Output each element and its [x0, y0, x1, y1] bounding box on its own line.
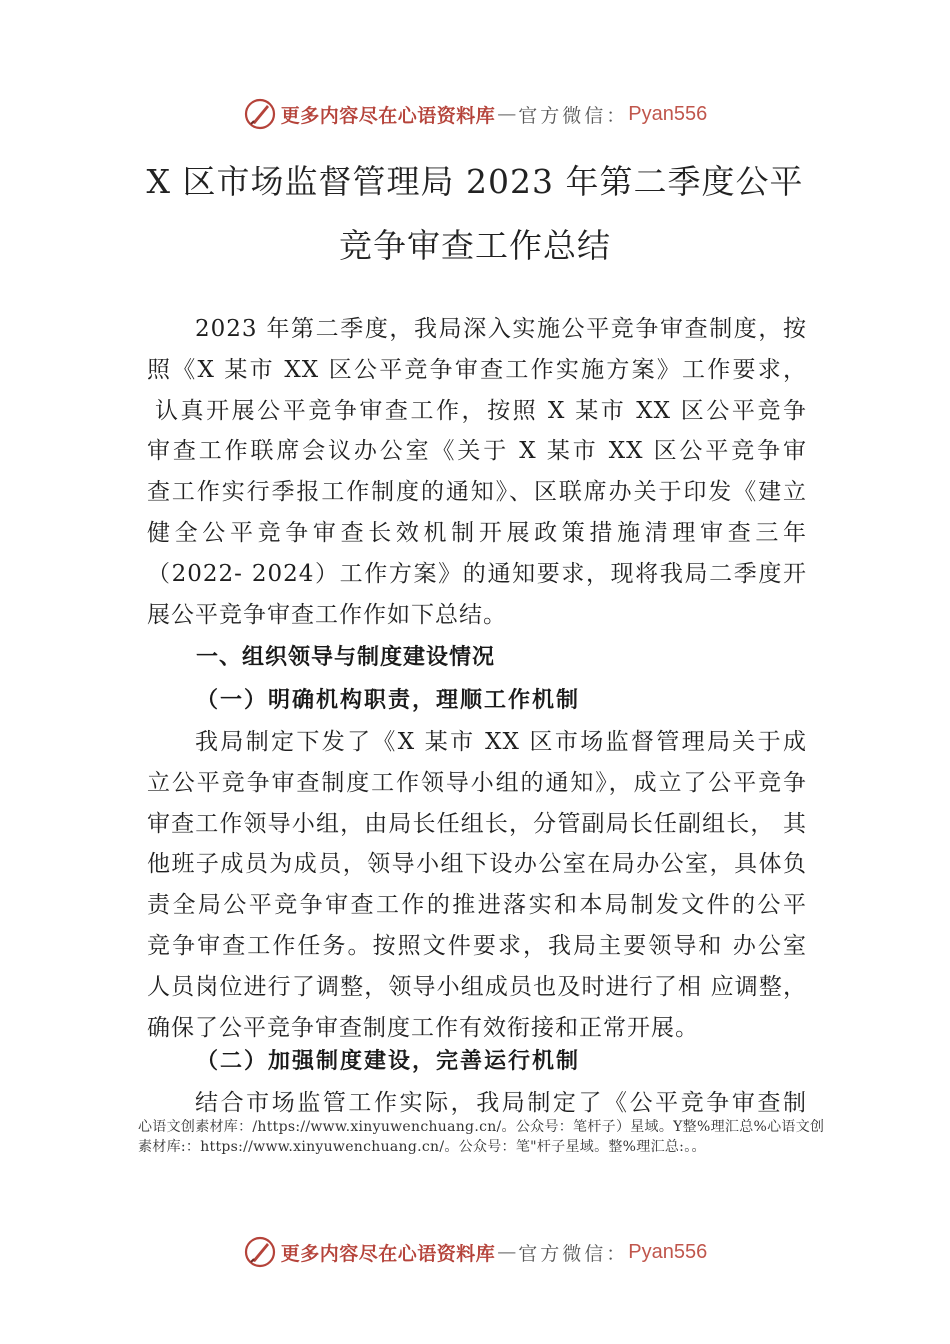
intro-line: 展公平竞争审查工作作如下总结。 — [147, 601, 507, 628]
intro-paragraph — [147, 309, 807, 635]
watermark-slogan: 更多内容尽在心语资料库 — [280, 1242, 496, 1265]
intro-line: 认真开展公平竞争审查工作，按照 X 某市 XX 区公平竞争 — [155, 397, 807, 424]
watermark-dash: — — [497, 103, 517, 125]
watermark-banner-top — [0, 94, 950, 134]
footer-source-note: 心语文创素材库：/https://www.xinyuwenchuang.cn/。公众号：笔杆子）星域。Y整%理汇总%心语文创素材库:：https://www.xinyuwenchuang.cn/。公众号：笔"杆子星域。整%理汇总:。。 — [138, 1119, 825, 1155]
subsection-1-heading: （一）明确机构职责，理顺工作机制 — [196, 687, 581, 713]
quill-pen-icon — [243, 1235, 277, 1269]
body-line: 责全局公平竞争审查工作的推进落实和本局制发文件的公平 — [147, 892, 807, 919]
body-line: 人员岗位进行了调整，领导小组成员也及时进行了相 应调整， — [147, 973, 807, 1000]
body-line: 我局制定下发了《X 某市 XX 区市场监督管理局关于成 — [195, 729, 807, 755]
body-line: 竞争审查工作任务。按照文件要求，我局主要领导和 办公室 — [147, 932, 807, 959]
intro-line: 健全公平竞争审查长效机制开展政策措施清理审查三年 — [147, 519, 807, 546]
section-1-heading: 一、组织领导与制度建设情况 — [196, 645, 496, 670]
body-line: 结合市场监管工作实际，我局制定了《公平竞争审查制 — [195, 1090, 807, 1116]
intro-line: 审查工作联席会议办公室《关于 X 某市 XX 区公平竞争审 — [147, 438, 807, 465]
intro-line: （2022- 2024）工作方案》的通知要求，现将我局二季度开 — [147, 560, 807, 587]
intro-line: 2023 年第二季度，我局深入实施公平竞争审查制度，按 — [195, 316, 807, 342]
body-line: 他班子成员为成员，领导小组下设办公室在局办公室，具体负 — [147, 851, 807, 878]
subsection-1-paragraph — [147, 722, 807, 1048]
intro-line: 照《X 某市 XX 区公平竞争审查工作实施方案》工作要求， — [147, 356, 807, 383]
watermark-wechat-id: Pyan556 — [628, 102, 708, 125]
watermark-slogan: 更多内容尽在心语资料库 — [280, 104, 496, 127]
body-line: 确保了公平竞争审查制度工作有效衔接和正常开展。 — [147, 1014, 699, 1041]
watermark-dash: — — [497, 1241, 517, 1263]
subsection-2-heading: （二）加强制度建设，完善运行机制 — [196, 1048, 581, 1074]
watermark-official-label: 官方微信： — [518, 1242, 629, 1265]
document-title-line-1: X 区市场监督管理局 2023 年第二季度公平 — [146, 162, 804, 201]
document-title-line-2: 竞争审查工作总结 — [339, 226, 611, 265]
watermark-wechat-id: Pyan556 — [628, 1240, 708, 1263]
body-line: 审查工作领导小组，由局长任组长，分管副局长任副组长， 其 — [147, 810, 807, 837]
intro-line: 查工作实行季报工作制度的通知》、区联席办关于印发《建立 — [147, 479, 807, 506]
watermark-banner-bottom — [0, 1232, 950, 1272]
body-line: 立公平竞争审查制度工作领导小组的通知》，成立了公平竞争 — [147, 769, 807, 796]
watermark-official-label: 官方微信： — [518, 104, 629, 127]
quill-pen-icon — [243, 97, 277, 131]
